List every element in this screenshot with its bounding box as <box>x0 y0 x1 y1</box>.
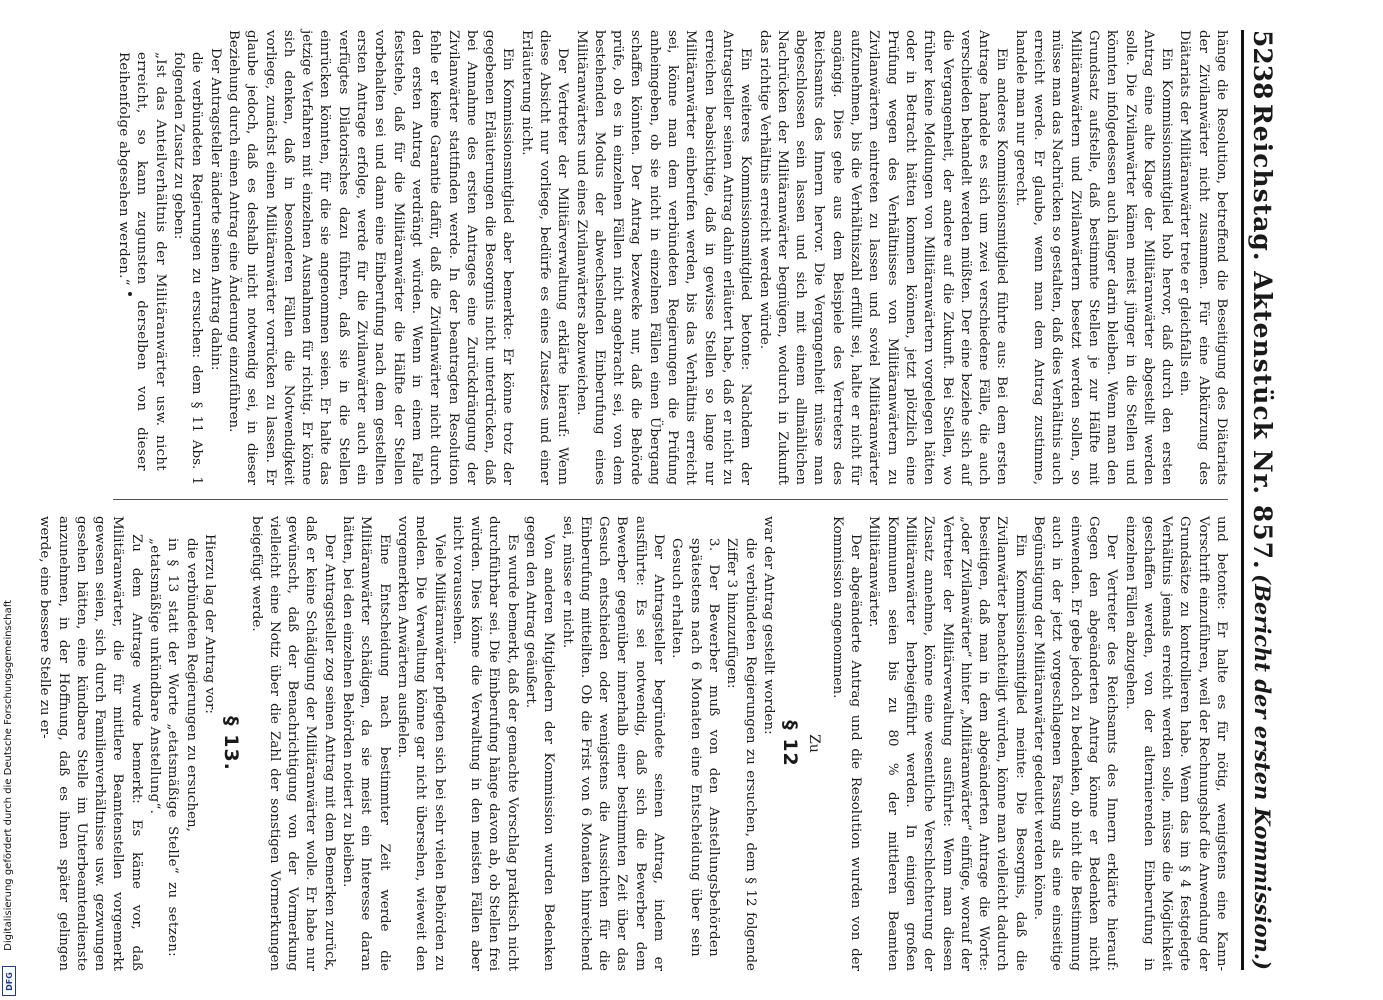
paragraph: Ein anderes Kommissionsmitglied führte aus: Bei dem ersten Antrage handele es sich um zwei verschiedene Fälle, die auch verschieden behandelt werden müßten. Der eine beziehe sich auf die Vergangenheit, der andere auf die Zukunft. Bei Stellen, wo früher keine Meldungen von Militäranwärtern vorgelegen hätten oder in Betracht hätten kommen können, jetzt plötzlich eine Prüfung wegen des Verhältnisses von Militäranwärtern zu Zivilanwärtern eintreten zu lassen und soviel Militäranwärter aufzunehmen, bis die Verhältniszahl erfüllt sei, halte er nicht für angängig. Dies gehe aus dem Beispiele des Vertreters des Reichsamts des Innern hervor. Die Vergangenheit müsse man abgeschlossen sein lassen und sich mit einem allmählichen Nachrücken der Militäranwärter begnügen, wodurch in Zukunft das richtige Verhältnis erreicht werden würde. <box>756 30 1010 485</box>
left-column <box>114 30 1230 485</box>
dfg-logo-text: DFG <box>4 971 14 991</box>
amendment-text: 3. Der Bewerber muß von den Anstellungsbehörden spätestens nach 6 Monaten eine Entscheidung über sein Gesuch erhalten. <box>669 538 721 957</box>
paragraph: Ein weiteres Kommissionsmitglied betonte: Nachdem der Antragsteller seinen Antrag dahin erläutert habe, daß er nicht zu erreichen beabsichtige, daß in gewisse Stellen so lange nur Militäranwärter einberufen werden, bis das Verhältnis erreicht sei, könne man dem verbündeten Regierungen die Prüfung anheimgeben, ob sie nicht in einzelnen Fällen einen Übergang schaffen könnten. Der Antrag bezwecke nur, daß die Behörde prüfe, ob es in einzelnen Fällen nicht angebracht sei, von dem bestehenden Modus der abwechselnden Einberufung eines Militäranwärters und eines Zivilanwärters abzuweichen. <box>573 30 754 485</box>
section-heading-13: § 13. <box>220 716 243 771</box>
paragraph: war der Antrag gestellt worden: <box>760 516 776 735</box>
section-heading-12: § 12 <box>779 720 802 767</box>
sub-heading-zu: Zu <box>806 734 823 753</box>
dfg-logo <box>2 966 16 996</box>
paragraph: Viele Militäranwärter pflegten sich bei sehr vielen Behörden zu melden. Die Verwaltung könne gar nicht übersehen, wieweit den vorgemerkten Anwärtern ausfielen. <box>394 516 447 971</box>
paragraph: Eine Entscheidung nach bestimmter Zeit werde die Militäranwärter schädigen, da sie meist ein Interesse daran hätten, bei den einzelnen Behörden notiert zu bleiben. <box>340 516 392 971</box>
rotated-page <box>37 0 1300 1000</box>
paragraph: Von anderen Mitgliedern der Kommission wurden Bedenken gegen den Antrag geäußert. <box>523 516 557 971</box>
page-title: Reichstag. Aktenstück Nr. 857. <box>1248 104 1277 570</box>
paragraph: hänge die Resolution, betreffend die Beseitigung des Diätariats der Zivilanwärter nicht zusammen. Für eine Abkürzung des Diätariats der Militäranwärter trete er gleichfalls ein. <box>1177 30 1229 485</box>
paragraph: Der Vertreter der Militärverwaltung erklärte hierauf: Wenn diese Absicht nur vorliege, bedürfe es eines Zusatzes und einer Erläuterung nicht. <box>518 30 571 485</box>
right-column <box>35 516 1230 971</box>
paragraph: Ein Kommissionsmitglied hob hervor, daß durch den ersten Antrag eine alte Klage der Militäranwärter abgestellt werden solle. Die Zivilanwärter kämen meist jünger in die Stellen und könnten infolgedessen auch länger darin bleiben. Wenn man den Grundsatz aufstelle, daß bestimmte Stellen je zur Hälfte mit Militäranwärtern und Zivilanwärtern besetzt werden sollen, so müsse man das Nachrücken so gestalten, daß dies Verhältnis auch erreicht werde. Er glaube, wenn man dem Antrag zustimme, handele man nur gerecht. <box>1012 30 1175 485</box>
column-divider <box>113 499 1228 500</box>
paragraph: Der Antragsteller begründete seinen Antrag, indem er ausführte: Es sei notwendig, daß sich die Bewerber dem Bewerber gegenüber innerhalb einer bestimmten Zeit über das Gesuch entschieden oder wenigstens die Aussichten für die Einberufung mitteilten. Ob die Frist von 6 Monaten hinreichend sei, müsse er nicht. <box>559 516 667 971</box>
page-subtitle: (Bericht der ersten Kommission.) <box>1250 574 1275 970</box>
page-header <box>1241 30 1290 970</box>
page-number: 5238 <box>1248 30 1277 100</box>
amendment-text: in § 13 statt der Worte „etatsmäßige Stelle“ zu setzen: „etatsmäßige unkündbare Anstellung“. <box>147 538 181 957</box>
paragraph: Ein Kommissionsmitglied meinte: Die Besorgnis, daß die Zivilanwärter benachteiligt würden, könne man vielleicht dadurch beseitigen, daß man in dem abgeänderten Antrage die Worte: „oder Zivilanwärter“ hinter „Militäranwärter“ einfüge, worauf der Vertreter der Militärverwaltung ausführte: Wenn man diesen Zusatz annehme, könne eine wesentliche Verschlechterung der Militäranwärter herbeigeführt werden. In einigen großen Kommunen seien bis zu 80 % der mittleren Beamten Militäranwärter. <box>866 516 1028 971</box>
paragraph: Der Vertreter des Reichsamts des Innern erklärte hierauf: Gegen den abgeänderten Antrag könne er Bedenken nicht einwenden. Er gebe jedoch zu bedenken, ob nicht die Bestimmung auch in der jetzt vorgeschlagenen Fassung als eine einseitige Begünstigung der Militäranwärter gedeutet werden könne. <box>1031 516 1120 971</box>
amendment-intro: die verbündeten Regierungen zu ersuchen, dem § 12 folgende Ziffer 3 hinzuzufügen: <box>724 538 758 971</box>
paragraph: Hierzu lag der Antrag vor: <box>201 534 217 714</box>
paragraph: und betonte: Er halte es für nötig, wenigstens eine Kann-Vorschrift einzuführen, weil der Rechnungshof die Anwendung der Grundsätze zu kontrollieren habe. Wenn das im § 4 festgelegte Verhältnis jemals erreicht werden solle, müsse die Möglichkeit geschaffen werden, von der alternierenden Einberufung in einzelnen Fällen abzugehen. <box>1122 516 1229 971</box>
paragraph: Der Antragsteller änderte seinen Antrag dahin: <box>207 48 223 371</box>
amendment-intro: die verbündeten Regierungen zu ersuchen, <box>183 538 199 832</box>
paragraph: Ein Kommissionsmitglied aber bemerkte: Er könne trotz der gegebenen Erläuterungen die Besorgnis nicht unterdrücken, daß bei Annahme des ersten Antrages eine Zurückdrängung der Zivilanwärter stattfinden werde. In der beantragten Resolution fehle er keine Garantie dafür, daß die Zivilanwärter nicht durch den ersten Antrag verdrängt würden. Wenn in einem Falle feststehe, daß für die Militäranwärter die Hälfte der Stellen vorbehalten sei und dann eine Einberufung nach dem gestellten ersten Antrage erfolge, werde für die Zivilanwärter auch ein verfügtes Dilatorisches dazu führen, daß sie in die Stellen einrücken könnten, für die sie angenommen seien. Er halte das jetzige Verfahren mit einzelnen Ausnahmen für richtig. Er könne sich denken, daß in besonderen Fällen die Notwendigkeit vorliege, zunächst einen Militäranwärter vorrücken zu lassen. Er glaube jedoch, daß es deshalb nicht notwendig sei, in dieser Beziehung durch einen Antrag eine Änderung einzuführen. <box>225 30 516 485</box>
paragraph: Es wurde bemerkt, daß der gemachte Vorschlag praktisch nicht durchführbar sei. Die Einberufung hänge davon ab, ob Stellen frei würden. Dies könne die Verwaltung in den meisten Fällen aber nicht voraussehen. <box>449 516 520 971</box>
amendment-quote: „Ist das Anteilverhältnis der Militäranwärter usw. nicht erreicht, so kann zugunsten derselben von dieser Reihenfolge abgesehen werden.“ <box>116 52 168 471</box>
paragraph: Der Antragsteller zog seinen Antrag mit dem Bemerken zurück, daß er keine Schädigung der Militäranwärter wolle. Er habe nur gewünscht, daß der Benachrichtigung von der Vormerkung vielleicht eine Notiz über die Zahl der sonstigen Vormerkungen beigefügt werde. <box>248 516 337 971</box>
footer-credit-text: Digitalisierung gefördert durch die Deutsche Forschungsgemeinschaft <box>3 600 14 951</box>
amendment-intro: die verbündeten Regierungen zu ersuchen: dem § 11 Abs. 1 folgenden Zusatz zu geben: <box>171 52 205 485</box>
paragraph: Zu dem Antrage wurde bemerkt: Es käme vor, daß Militäranwärter, die für mittlere Beamtenstellen vorgemerkt gewesen seien, sich durch Familienverhältnisse usw. gezwungen gesehen hätten, eine kündbare Stelle im Unterbeamtendienste anzunehmen, in der Hoffnung, daß es ihnen später gelingen werde, eine bessere Stelle zu er- <box>37 516 144 971</box>
footer-credit <box>2 600 16 992</box>
ink-dot <box>128 292 132 296</box>
paragraph: Der abgeänderte Antrag und die Resolution wurden von der Kommission angenommen. <box>829 516 864 971</box>
